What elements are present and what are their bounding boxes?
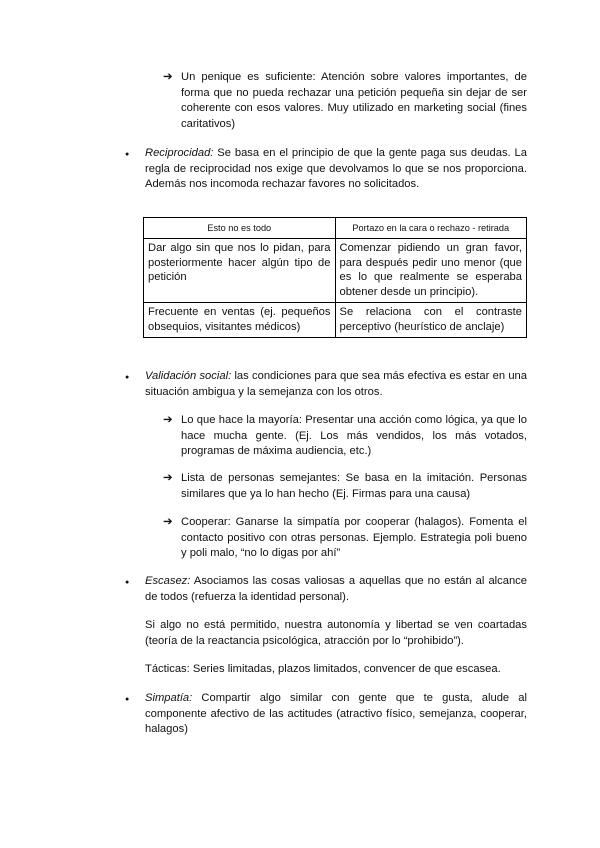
table-cell: Frecuente en ventas (ej. pequeños obsequios, visitantes médicos): [144, 303, 336, 338]
bullet-icon: ●: [125, 151, 130, 158]
bullet-icon: ●: [125, 374, 130, 381]
arrow-icon: ➔: [163, 414, 173, 426]
bullet-icon: ●: [125, 579, 130, 586]
arrow-item-semejantes: [163, 471, 527, 502]
escasez-term: Escasez:: [145, 575, 191, 587]
validacion-text: [145, 369, 527, 400]
bullet-validacion-social: [125, 369, 527, 400]
reciprocidad-text: [145, 146, 527, 193]
validacion-body: las condiciones para que sea más efectiva es estar en una situación ambigua y la semejanza con los otros.: [145, 370, 527, 398]
table-header-row: [144, 218, 527, 239]
arrow-item-text: Lista de personas semejantes: Se basa en la imitación. Personas similares que ya lo han hecho (Ej. Firmas para una causa): [181, 472, 527, 500]
reciprocidad-body: Se basa en el principio de que la gente paga sus deudas. La regla de reciprocidad nos exige que devolvamos lo que se nos proporciona. Además nos incomoda rechazar favores no solicitados.: [145, 147, 527, 190]
reciprocidad-term: Reciprocidad:: [145, 147, 214, 159]
escasez-body: Asociamos las cosas valiosas a aquellas que no están al alcance de todos (refuerza la identidad personal).: [145, 575, 527, 603]
arrow-item-text: Cooperar: Ganarse la simpatía por cooperar (halagos). Fomenta el contacto positivo con otras personas. Ejemplo. Estrategia poli bueno y poli malo, “no lo digas por ahí”: [181, 516, 527, 559]
table-cell: Se relaciona con el contraste perceptivo (heurístico de anclaje): [335, 303, 527, 338]
bullet-reciprocidad: [125, 146, 527, 193]
table-cell: Comenzar pidiendo un gran favor, para después pedir uno menor (que es lo que realmente se esperaba obtener desde un principio).: [335, 239, 527, 303]
comparison-table: [143, 217, 527, 338]
arrow-item-cooperar: [163, 515, 527, 562]
arrow-icon: ➔: [163, 472, 173, 484]
validacion-term: Validación social:: [145, 370, 232, 382]
arrow-item-text: Un penique es suficiente: Atención sobre valores importantes, de forma que no pueda rechazar una petición pequeña sin dejar de ser coherente con esos valores. Muy utilizado en marketing social (fines caritativos): [181, 71, 527, 130]
arrow-icon: ➔: [163, 71, 173, 83]
table-row: [144, 303, 527, 338]
arrow-item-un-penique: [163, 70, 527, 132]
bullet-icon: ●: [125, 696, 130, 703]
arrow-icon: ➔: [163, 516, 173, 528]
escasez-paragraph-3: Tácticas: Series limitadas, plazos limitados, convencer de que escasea.: [145, 663, 501, 675]
table-row: [144, 239, 527, 303]
arrow-item-mayoria: [163, 413, 527, 460]
table-header-cell: Portazo en la cara o rechazo - retirada: [335, 218, 527, 239]
escasez-paragraph-2: Si algo no está permitido, nuestra autonomía y libertad se ven coartadas (teoría de la reactancia psicológica, atracción por lo “prohibido”).: [145, 619, 527, 647]
simpatia-body: Compartir algo similar con gente que te gusta, alude al componente afectivo de las actitudes (atractivo físico, semejanza, cooperar, halagos): [145, 692, 527, 735]
bullet-simpatia: [125, 691, 527, 738]
bullet-escasez: [125, 574, 527, 605]
table-cell: Dar algo sin que nos lo pidan, para posteriormente hacer algún tipo de petición: [144, 239, 336, 303]
simpatia-text: [145, 691, 527, 738]
simpatia-term: Simpatía:: [145, 692, 193, 704]
escasez-text: [145, 574, 527, 605]
arrow-item-text: Lo que hace la mayoría: Presentar una acción como lógica, ya que lo hace mucha gente. (Ej. Los más vendidos, los más votados, programas de máxima audiencia, etc.): [181, 414, 527, 457]
table-header-cell: Esto no es todo: [144, 218, 336, 239]
